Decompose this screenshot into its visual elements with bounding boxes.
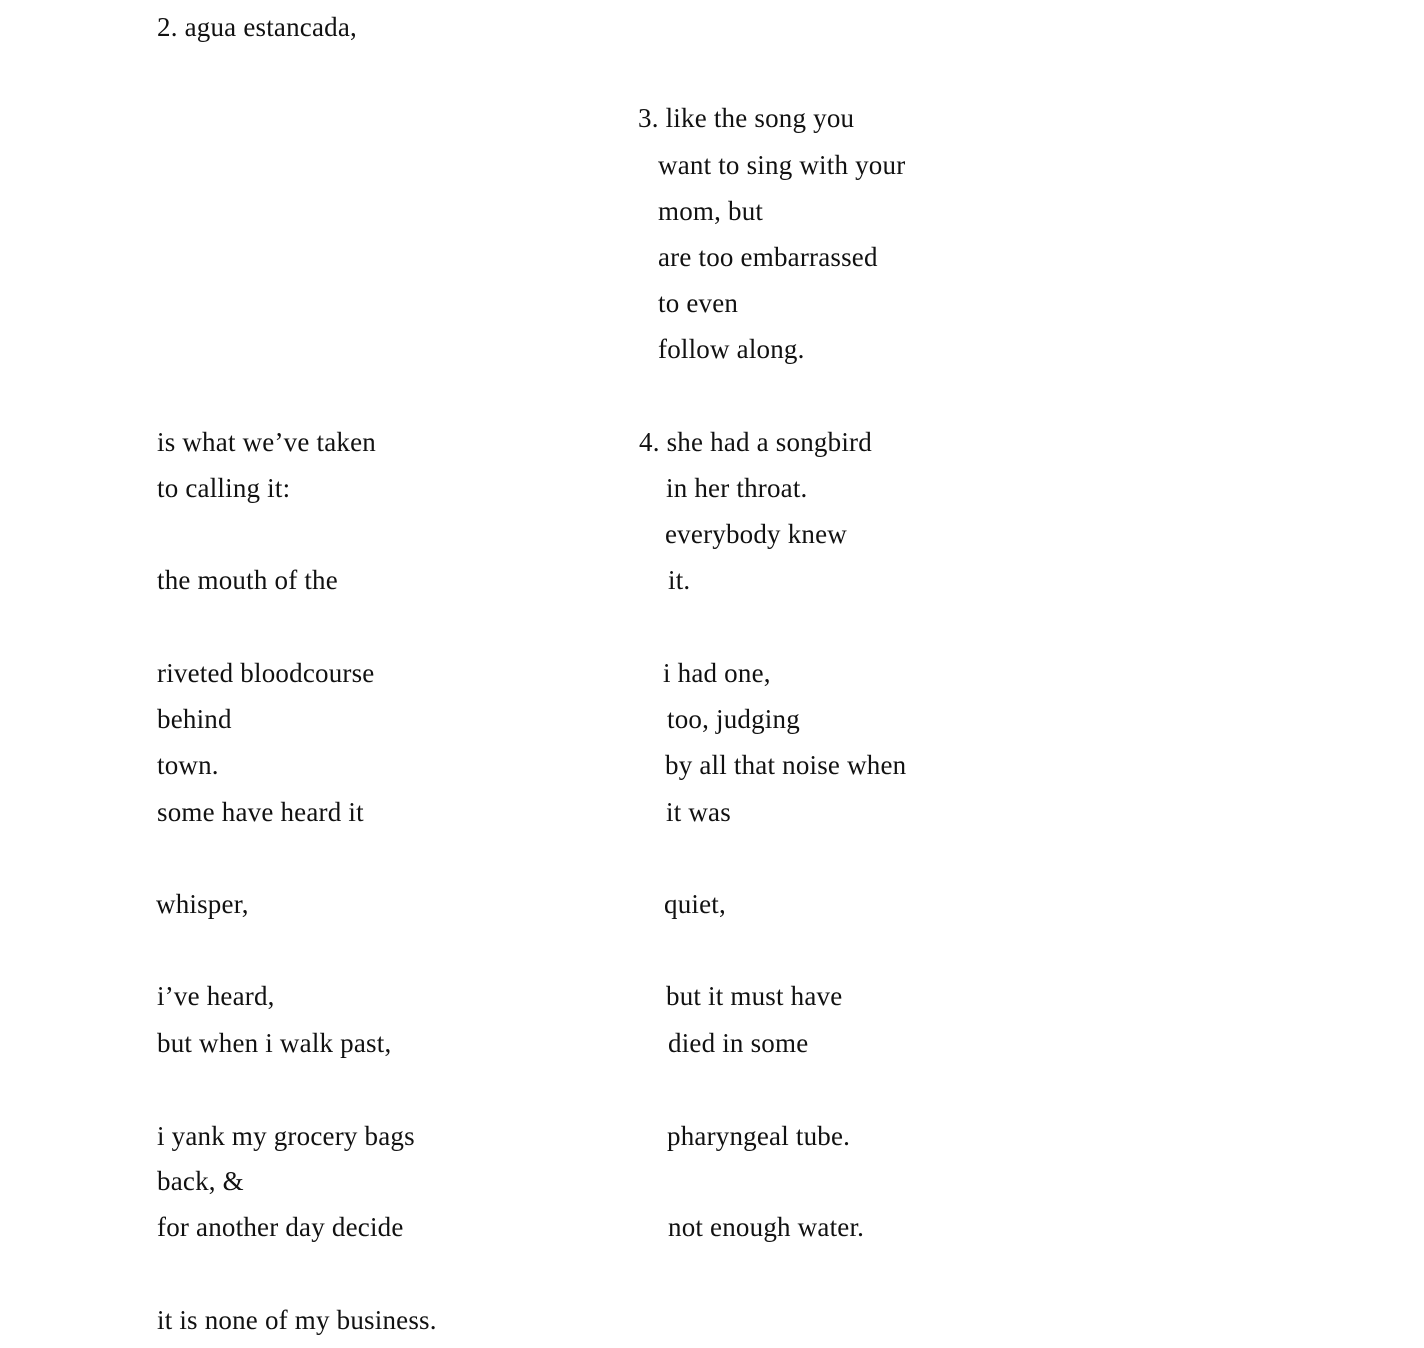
poem-line: behind <box>157 704 232 734</box>
poem-line: it is none of my business. <box>157 1305 437 1335</box>
poem-line: 4. she had a songbird <box>639 427 872 457</box>
poem-line: in her throat. <box>666 473 808 503</box>
poem-line: not enough water. <box>668 1212 865 1242</box>
poem-line: i’ve heard, <box>157 981 275 1011</box>
poem-line: whisper, <box>156 889 249 919</box>
poem-line: 3. like the song you <box>638 103 855 133</box>
poem-line: follow along. <box>658 334 805 364</box>
poem-line: too, judging <box>667 704 800 734</box>
poem-line: want to sing with your <box>658 150 906 180</box>
poem-line: i had one, <box>663 658 771 688</box>
poem-line: by all that noise when <box>665 750 907 780</box>
poem-line: quiet, <box>664 889 726 919</box>
poem-line: town. <box>157 750 219 780</box>
poem-line: 2. agua estancada, <box>157 12 357 42</box>
poem-line: to calling it: <box>157 473 291 503</box>
poem-line: but it must have <box>666 981 843 1011</box>
poem-line: to even <box>658 288 739 318</box>
poem-line: but when i walk past, <box>157 1028 392 1058</box>
poem-line: the mouth of the <box>157 565 338 595</box>
poem-line: riveted bloodcourse <box>157 658 375 688</box>
poem-line: everybody knew <box>665 519 847 549</box>
poem-line: mom, but <box>658 196 764 226</box>
poem-line: back, & <box>157 1166 244 1196</box>
poem-line: for another day decide <box>157 1212 404 1242</box>
poem-line: are too embarrassed <box>658 242 878 272</box>
poem-line: it was <box>666 797 731 827</box>
poem-line: it. <box>668 565 691 595</box>
poem-line: is what we’ve taken <box>157 427 376 457</box>
poem-line: i yank my grocery bags <box>157 1121 415 1151</box>
poem-line: died in some <box>668 1028 809 1058</box>
poem-line: pharyngeal tube. <box>667 1121 851 1151</box>
poem-line: some have heard it <box>157 797 364 827</box>
